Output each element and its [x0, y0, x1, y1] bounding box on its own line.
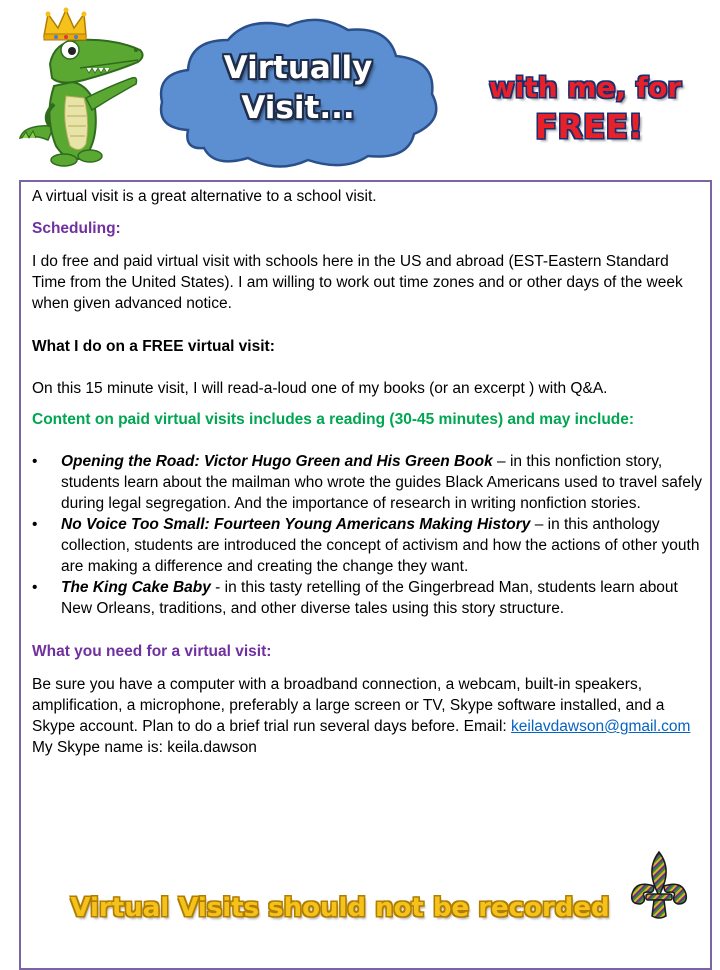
banner-title-line1: Virtually: [223, 50, 373, 86]
book-description: – in this anthology collection, students are introduced the concept of activism and how the actions of other youth are making a difference and creating the change they want.: [61, 516, 700, 575]
needs-body: Be sure you have a computer with a broadband connection, a webcam, built-in speakers, amplification, a microphone, preferably a large screen or TV, Skype software installed, and a Skype account. Plan to do a brief trial run several days before. Email:: [32, 676, 665, 735]
bullet-icon: •: [32, 579, 38, 596]
crowned-alligator-icon: [14, 6, 149, 176]
banner-tagline: [452, 70, 718, 148]
paid-visit-list: [32, 451, 704, 619]
list-item: [32, 514, 704, 577]
scheduling-heading: Scheduling:: [32, 220, 121, 237]
list-item: [32, 577, 704, 619]
fleur-de-lis-icon: [628, 850, 690, 922]
paid-visit-heading: Content on paid virtual visits includes a reading (30-45 minutes) and may include:: [32, 411, 635, 428]
book-title: Opening the Road: Victor Hugo Green and His Green Book: [61, 453, 493, 470]
scheduling-text: I do free and paid virtual visit with schools here in the US and abroad (EST-Eastern Standard Time from the United States). I am willing to work out time zones and or other days of the week when given advanced notice.: [32, 253, 683, 312]
tagline-line2: FREE!: [534, 107, 644, 146]
footer-warning: Virtual Visits should not be recorded: [70, 893, 610, 923]
bullet-icon: •: [32, 516, 38, 533]
book-title: No Voice Too Small: Fourteen Young Americans Making History: [61, 516, 531, 533]
needs-text: [32, 674, 704, 758]
header-banner: [0, 0, 720, 178]
book-description: - in this tasty retelling of the Gingerbread Man, students learn about New Orleans, traditions, and other diverse tales using this story structure.: [61, 579, 678, 617]
free-visit-heading: What I do on a FREE virtual visit:: [32, 338, 275, 355]
skype-name-text: My Skype name is: keila.dawson: [32, 739, 257, 756]
bullet-icon: •: [32, 453, 38, 470]
book-description: – in this nonfiction story, students learn about the mailman who wrote the guides Black Americans used to travel safely during legal segregation. And the importance of research in writing nonfiction stories.: [61, 453, 703, 512]
banner-title-line2: Visit...: [241, 90, 355, 126]
email-link[interactable]: keilavdawson@gmail.com: [511, 718, 691, 735]
book-title: The King Cake Baby: [61, 579, 211, 596]
tagline-line1: with me, for: [488, 71, 682, 104]
free-visit-text: On this 15 minute visit, I will read-a-loud one of my books (or an excerpt ) with Q&A.: [32, 380, 608, 397]
banner-title: [148, 48, 448, 128]
needs-heading: What you need for a virtual visit:: [32, 643, 272, 660]
content-body: [32, 186, 704, 758]
list-item: [32, 451, 704, 514]
intro-text: A virtual visit is a great alternative to a school visit.: [32, 188, 377, 205]
